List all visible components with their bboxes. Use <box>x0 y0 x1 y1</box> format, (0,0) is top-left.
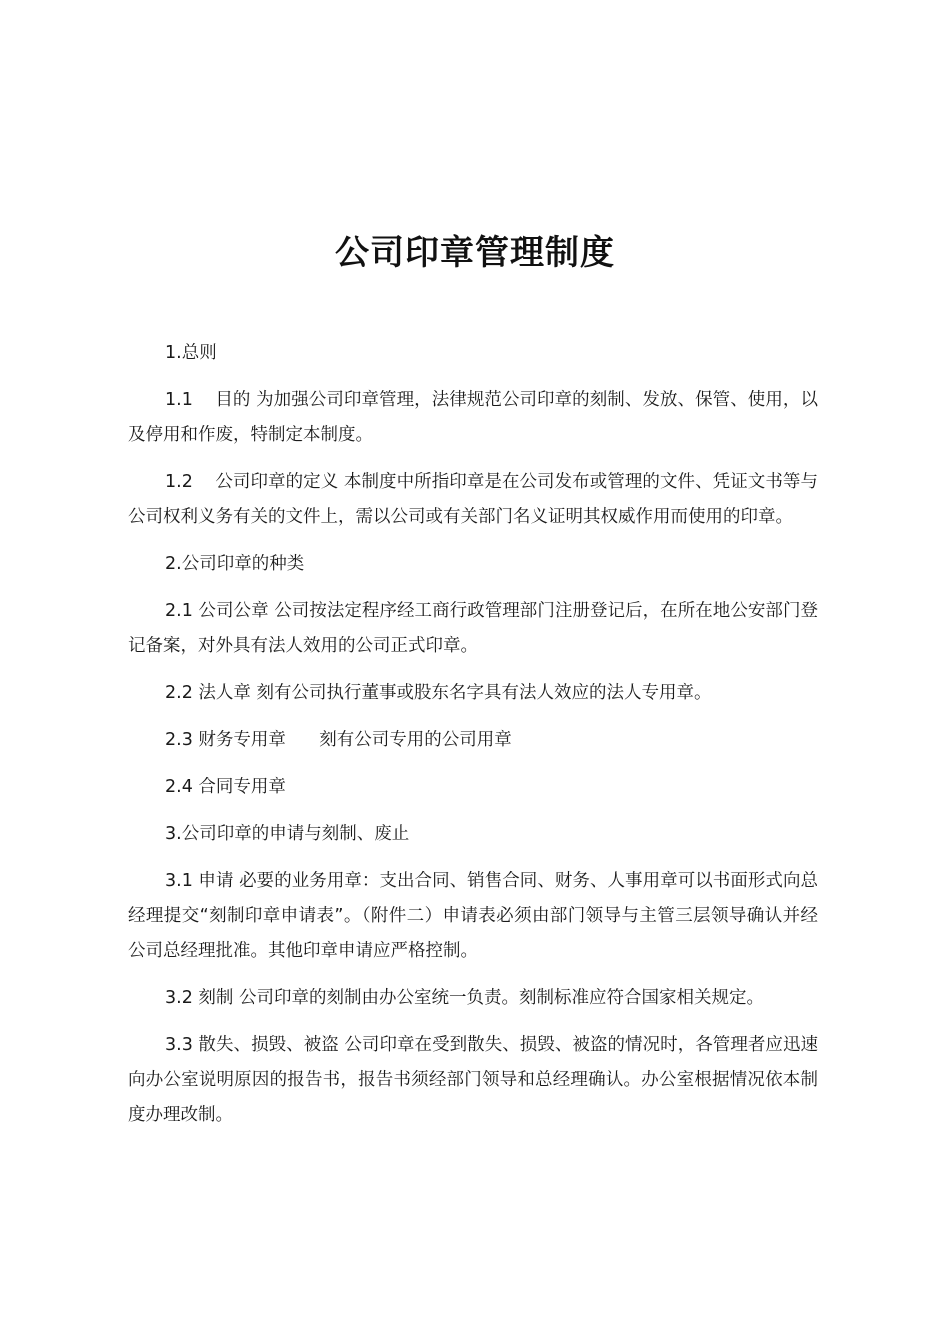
clause-2-2: 2.2 法人章 刻有公司执行董事或股东名字具有法人效应的法人专用章。 <box>165 683 712 703</box>
clause-2-1: 2.1 公司公章 公司按法定程序经工商行政管理部门注册登记后，在所在地公安部门登记备案，对外具有法人效用的公司正式印章。 <box>128 601 818 656</box>
document-body <box>128 336 818 1145</box>
section-heading-3: 3.公司印章的申请与刻制、废止 <box>165 824 410 844</box>
clause-3-3: 3.3 散失、损毁、被盗 公司印章在受到散失、损毁、被盗的情况时，各管理者应迅速向办公室说明原因的报告书，报告书须经部门领导和总经理确认。办公室根据情况依本制度办理改制。 <box>128 1035 818 1125</box>
clause-1-2: 1.2 公司印章的定义 本制度中所指印章是在公司发布或管理的文件、凭证文书等与公司权利义务有关的文件上，需以公司或有关部门名义证明其权威作用而使用的印章。 <box>128 472 818 527</box>
clause-2-4: 2.4 合同专用章 <box>165 777 286 797</box>
section-heading-1: 1.总则 <box>165 343 217 363</box>
clause-3-1: 3.1 申请 必要的业务用章：支出合同、销售合同、财务、人事用章可以书面形式向总经理提交“刻制印章申请表”。（附件二）申请表必须由部门领导与主管三层领导确认并经公司总经理批准。其他印章申请应严格控制。 <box>128 871 818 961</box>
document-title: 公司印章管理制度 <box>335 232 615 273</box>
clause-3-2: 3.2 刻制 公司印章的刻制由办公室统一负责。刻制标准应符合国家相关规定。 <box>165 988 764 1008</box>
clause-1-1: 1.1 目的 为加强公司印章管理，法律规范公司印章的刻制、发放、保管、使用，以及停用和作废，特制定本制度。 <box>128 390 818 445</box>
clause-2-3: 2.3 财务专用章 刻有公司专用的公司用章 <box>165 730 512 750</box>
section-heading-2: 2.公司印章的种类 <box>165 554 305 574</box>
